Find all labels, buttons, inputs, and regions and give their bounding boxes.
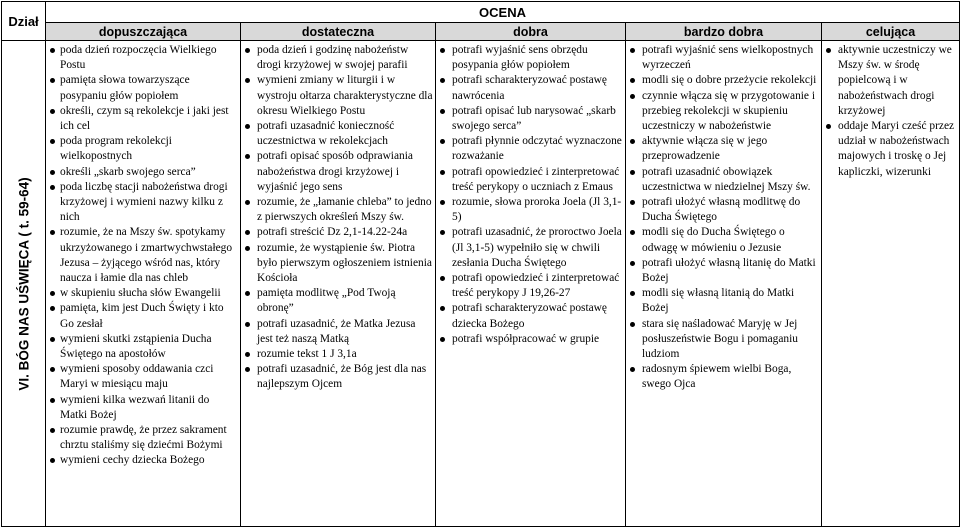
requirement-item: rozumie, że wystąpienie św. Piotra było pierwszym ogłoszeniem istnienia Kościoła <box>241 241 433 287</box>
requirement-item: czynnie włącza się w przygotowanie i przebieg rekolekcji w skupieniu uczestniczy w nabożeństwie <box>626 89 819 135</box>
requirement-item: potrafi ułożyć własną litanię do Matki Bożej <box>626 256 819 286</box>
ocena-header: OCENA <box>46 2 960 23</box>
requirement-item: poda dzień i godzinę nabożeństw drogi krzyżowej w swojej parafii <box>241 43 433 73</box>
requirement-item: oddaje Maryi cześć przez udział w nabożeństwach majowych i troskę o Jej kapliczki, wizerunki <box>822 119 957 180</box>
column-dostateczna <box>241 41 436 527</box>
requirement-item: potrafi uzasadnić, że Bóg jest dla nas najlepszym Ojcem <box>241 362 433 392</box>
dzial-header: Dział <box>2 2 46 41</box>
requirement-item: potrafi płynnie odczytać wyznaczone rozważanie <box>436 134 623 164</box>
requirement-item: potrafi streścić Dz 2,1-14.22-24a <box>241 225 433 240</box>
requirement-item: rozumie, że na Mszy św. spotykamy ukrzyżowanego i zmartwychwstałego Jezusa – żyjącego wśród nas, który naucza i łamie dla nas chleb <box>46 225 238 286</box>
requirement-item: modli się o dobre przeżycie rekolekcji <box>626 73 819 88</box>
requirement-item: rozumie tekst 1 J 3,1a <box>241 347 433 362</box>
requirement-item: potrafi opowiedzieć i zinterpretować treść perykopy o uczniach z Emaus <box>436 165 623 195</box>
section-title-cell <box>2 41 46 527</box>
requirement-item: potrafi wyjaśnić sens obrzędu posypania głów popiołem <box>436 43 623 73</box>
grade-header-bardzo-dobra: bardzo dobra <box>626 23 822 41</box>
column-bardzo-dobra <box>626 41 822 527</box>
requirement-item: stara się naśladować Maryję w Jej posłuszeństwie Bogu i pomaganiu ludziom <box>626 317 819 363</box>
requirement-item: potrafi ułożyć własną modlitwę do Ducha Świętego <box>626 195 819 225</box>
requirement-item: potrafi opisać sposób odprawiania nabożeństwa drogi krzyżowej i wyjaśnić jego sens <box>241 149 433 195</box>
requirement-item: wymieni cechy dziecka Bożego <box>46 453 238 468</box>
column-celujaca <box>822 41 960 527</box>
requirement-item: potrafi scharakteryzować postawę nawrócenia <box>436 73 623 103</box>
requirement-item: modli się własną litanią do Matki Bożej <box>626 286 819 316</box>
column-dobra <box>436 41 626 527</box>
requirement-item: potrafi opowiedzieć i zinterpretować treść perykopy J 19,26-27 <box>436 271 623 301</box>
requirement-item: potrafi uzasadnić obowiązek uczestnictwa w niedzielnej Mszy św. <box>626 165 819 195</box>
requirement-item: pamięta, kim jest Duch Święty i kto Go zesłał <box>46 301 238 331</box>
requirement-item: aktywnie uczestniczy we Mszy św. w środę popielcową i w nabożeństwach drogi krzyżowej <box>822 43 957 119</box>
requirement-item: określi „skarb swojego serca” <box>46 165 238 180</box>
requirement-item: wymieni kilka wezwań litanii do Matki Bożej <box>46 393 238 423</box>
requirement-item: radosnym śpiewem wielbi Boga, swego Ojca <box>626 362 819 392</box>
requirement-item: rozumie, słowa proroka Joela (Jl 3,1-5) <box>436 195 623 225</box>
requirement-item: określi, czym są rekolekcje i jaki jest ich cel <box>46 104 238 134</box>
requirement-item: poda program rekolekcji wielkopostnych <box>46 134 238 164</box>
requirement-item: wymieni sposoby oddawania czci Maryi w miesiącu maju <box>46 362 238 392</box>
requirement-item: rozumie, że „łamanie chleba” to jedno z pierwszych określeń Mszy św. <box>241 195 433 225</box>
requirement-item: poda liczbę stacji nabożeństwa drogi krzyżowej i wymieni nazwy kilku z nich <box>46 180 238 226</box>
requirement-item: pamięta słowa towarzyszące posypaniu głów popiołem <box>46 73 238 103</box>
requirement-item: poda dzień rozpoczęcia Wielkiego Postu <box>46 43 238 73</box>
requirement-item: potrafi wyjaśnić sens wielkopostnych wyrzeczeń <box>626 43 819 73</box>
section-title: VI. BÓG NAS UŚWIĘCA ( t. 59-64) <box>16 176 31 391</box>
requirement-item: potrafi uzasadnić, że proroctwo Joela (Jl 3,1-5) wypełniło się w chwili zesłania Ducha Świętego <box>436 225 623 271</box>
column-dopuszczajaca <box>46 41 241 527</box>
requirement-item: rozumie prawdę, że przez sakrament chrztu staliśmy się dziećmi Bożymi <box>46 423 238 453</box>
requirement-item: aktywnie włącza się w jego przeprowadzenie <box>626 134 819 164</box>
requirement-item: wymieni zmiany w liturgii i w wystroju ołtarza charakterystyczne dla okresu Wielkiego Postu <box>241 73 433 119</box>
grade-header-dostateczna: dostateczna <box>241 23 436 41</box>
requirement-item: potrafi uzasadnić konieczność uczestnictwa w rekolekcjach <box>241 119 433 149</box>
grading-table <box>1 1 960 527</box>
requirement-item: potrafi opisać lub narysować „skarb swojego serca” <box>436 104 623 134</box>
grade-header-dopuszczajaca: dopuszczająca <box>46 23 241 41</box>
grade-header-dobra: dobra <box>436 23 626 41</box>
requirement-item: potrafi współpracować w grupie <box>436 332 623 347</box>
requirement-item: pamięta modlitwę „Pod Twoją obronę” <box>241 286 433 316</box>
requirement-item: potrafi uzasadnić, że Matka Jezusa jest też naszą Matką <box>241 317 433 347</box>
requirement-item: w skupieniu słucha słów Ewangelii <box>46 286 238 301</box>
requirement-item: wymieni skutki zstąpienia Ducha Świętego na apostołów <box>46 332 238 362</box>
requirement-item: modli się do Ducha Świętego o odwagę w mówieniu o Jezusie <box>626 225 819 255</box>
requirement-item: potrafi scharakteryzować postawę dziecka Bożego <box>436 301 623 331</box>
grade-header-celujaca: celująca <box>822 23 960 41</box>
